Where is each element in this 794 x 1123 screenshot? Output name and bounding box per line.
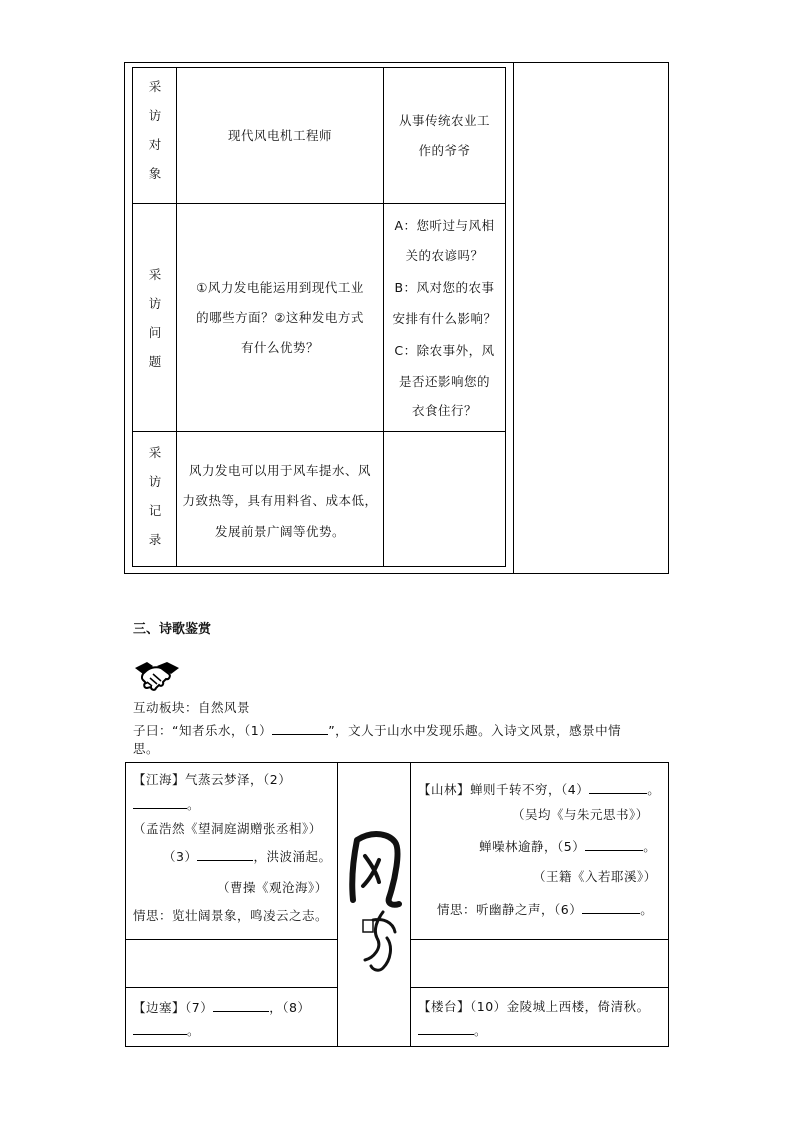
handshake-icon (133, 658, 181, 692)
inner-border-left (132, 67, 133, 567)
loutai-line2 (418, 1022, 487, 1038)
row-header-target: 采访对象 (148, 79, 162, 181)
jianghai-line3-head: （3） (163, 849, 198, 864)
question-grandpa-line4: 安排有什么影响？ (392, 311, 497, 326)
inner-row-2 (132, 431, 506, 432)
question-grandpa-line6: 是否还影响您的 (398, 374, 490, 389)
section-title: 三、诗歌鉴赏 (133, 622, 212, 637)
record-engineer-line1: 风力发电可以用于风车提水、风 (188, 463, 371, 478)
jianghai-feeling: 情思：览壮阔景象，鸣凌云之志。 (133, 908, 329, 923)
question-engineer-line1: ①风力发电能运用到现代工业 (196, 280, 364, 295)
shanlin-line2-tail: 。 (643, 839, 657, 854)
row-header-questions: 采访问题 (148, 267, 162, 369)
inner-border-top (132, 67, 506, 68)
module-label: 互动板块：自然风景 (133, 700, 251, 715)
shanlin-line1-head: 【山林】蝉则千转不穷，（4） (418, 782, 590, 797)
outer-border-bottom (124, 573, 669, 574)
answer-blank-4[interactable] (589, 781, 647, 794)
jianghai-line3-tail: ，洪波涌起。 (253, 849, 332, 864)
biansai-line2-tail: 。 (187, 1023, 201, 1038)
poetry-col-2 (410, 762, 411, 1047)
shanlin-line3-head: 情思：听幽静之声，（6） (437, 902, 583, 917)
jianghai-line2 (133, 796, 200, 812)
poetry-row-left-1 (125, 939, 337, 940)
poetry-border-right (668, 762, 669, 1047)
question-engineer-line3: 有什么优势？ (240, 340, 319, 355)
biansai-line1-mid: ，（8） (269, 1000, 311, 1015)
biansai-line2 (133, 1022, 200, 1038)
jianghai-line3 (163, 848, 331, 864)
answer-blank-1[interactable] (272, 722, 328, 735)
inner-border-right (505, 67, 506, 567)
biansai-line1 (133, 999, 310, 1015)
answer-blank-10[interactable] (418, 1022, 474, 1035)
poetry-border-bottom (125, 1046, 669, 1047)
jianghai-line1: 【江海】气蒸云梦泽，（2） (133, 772, 292, 787)
answer-blank-3[interactable] (197, 848, 253, 861)
record-engineer-line2: 力致热等，具有用料省、成本低， (182, 493, 378, 508)
jianghai-source2: （曹操《观沧海》） (217, 880, 328, 895)
question-grandpa-line3: B：风对您的农事 (394, 280, 495, 295)
answer-blank-8[interactable] (133, 1022, 187, 1035)
answer-blank-7[interactable] (213, 999, 269, 1012)
poetry-row-left-2 (125, 987, 337, 988)
outer-border-right (668, 62, 669, 574)
shanlin-source2: （王籍《入若耶溪》） (533, 869, 657, 884)
outer-border-left (124, 62, 125, 574)
outer-divider (513, 62, 514, 574)
poetry-border-top (125, 762, 669, 763)
shanlin-line2 (479, 838, 656, 854)
inner-border-bottom (132, 566, 506, 567)
question-grandpa-line1: A：您听过与风相 (394, 218, 495, 233)
poetry-border-left (125, 762, 126, 1047)
target-grandpa-line1: 从事传统农业工 (398, 113, 490, 128)
target-engineer: 现代风电机工程师 (227, 128, 332, 143)
loutai-line1: 【楼台】（10）金陵城上西楼，倚清秋。 (418, 999, 650, 1014)
target-grandpa-line2: 作的爷爷 (418, 143, 471, 158)
question-grandpa-line2: 关的农谚吗？ (405, 248, 484, 263)
question-engineer-line2: 的哪些方面？②这种发电方式 (196, 310, 364, 325)
loutai-line2-tail: 。 (474, 1023, 488, 1038)
shanlin-source1: （吴均《与朱元思书》） (512, 807, 649, 822)
shanlin-line3-tail: 。 (640, 902, 654, 917)
jianghai-source1: （孟浩然《望洞庭湖赠张丞相》） (133, 821, 322, 836)
outer-border-top (124, 62, 669, 63)
shanlin-line1-tail: 。 (647, 782, 661, 797)
answer-blank-5[interactable] (585, 838, 643, 851)
biansai-line1-head: 【边塞】（7） (133, 1000, 214, 1015)
intro-tail: ”，文人于山水中发现乐趣。入诗文风景，感景中情 (328, 723, 622, 738)
question-grandpa-line5: C：除农事外，风 (394, 343, 495, 358)
answer-blank-2[interactable] (133, 796, 187, 809)
inner-row-1 (132, 203, 506, 204)
calligraphy-image (343, 820, 407, 980)
poetry-col-1 (337, 762, 338, 1047)
intro-line2: 思。 (133, 741, 160, 756)
record-engineer-line3: 发展前景广阔等优势。 (214, 524, 345, 539)
intro-head: 子曰：“知者乐水，（1） (133, 723, 273, 738)
poetry-row-right-1 (410, 939, 668, 940)
row-header-record: 采访记录 (148, 445, 162, 547)
shanlin-line3 (437, 901, 653, 917)
shanlin-line2-head: 蝉噪林逾静，（5） (479, 839, 586, 854)
shanlin-line1 (418, 781, 660, 797)
intro-line1 (133, 722, 673, 738)
answer-blank-6[interactable] (582, 901, 640, 914)
question-grandpa-line7: 衣食住行？ (411, 403, 477, 418)
poetry-row-right-2 (410, 987, 668, 988)
jianghai-line2-tail: 。 (187, 797, 201, 812)
